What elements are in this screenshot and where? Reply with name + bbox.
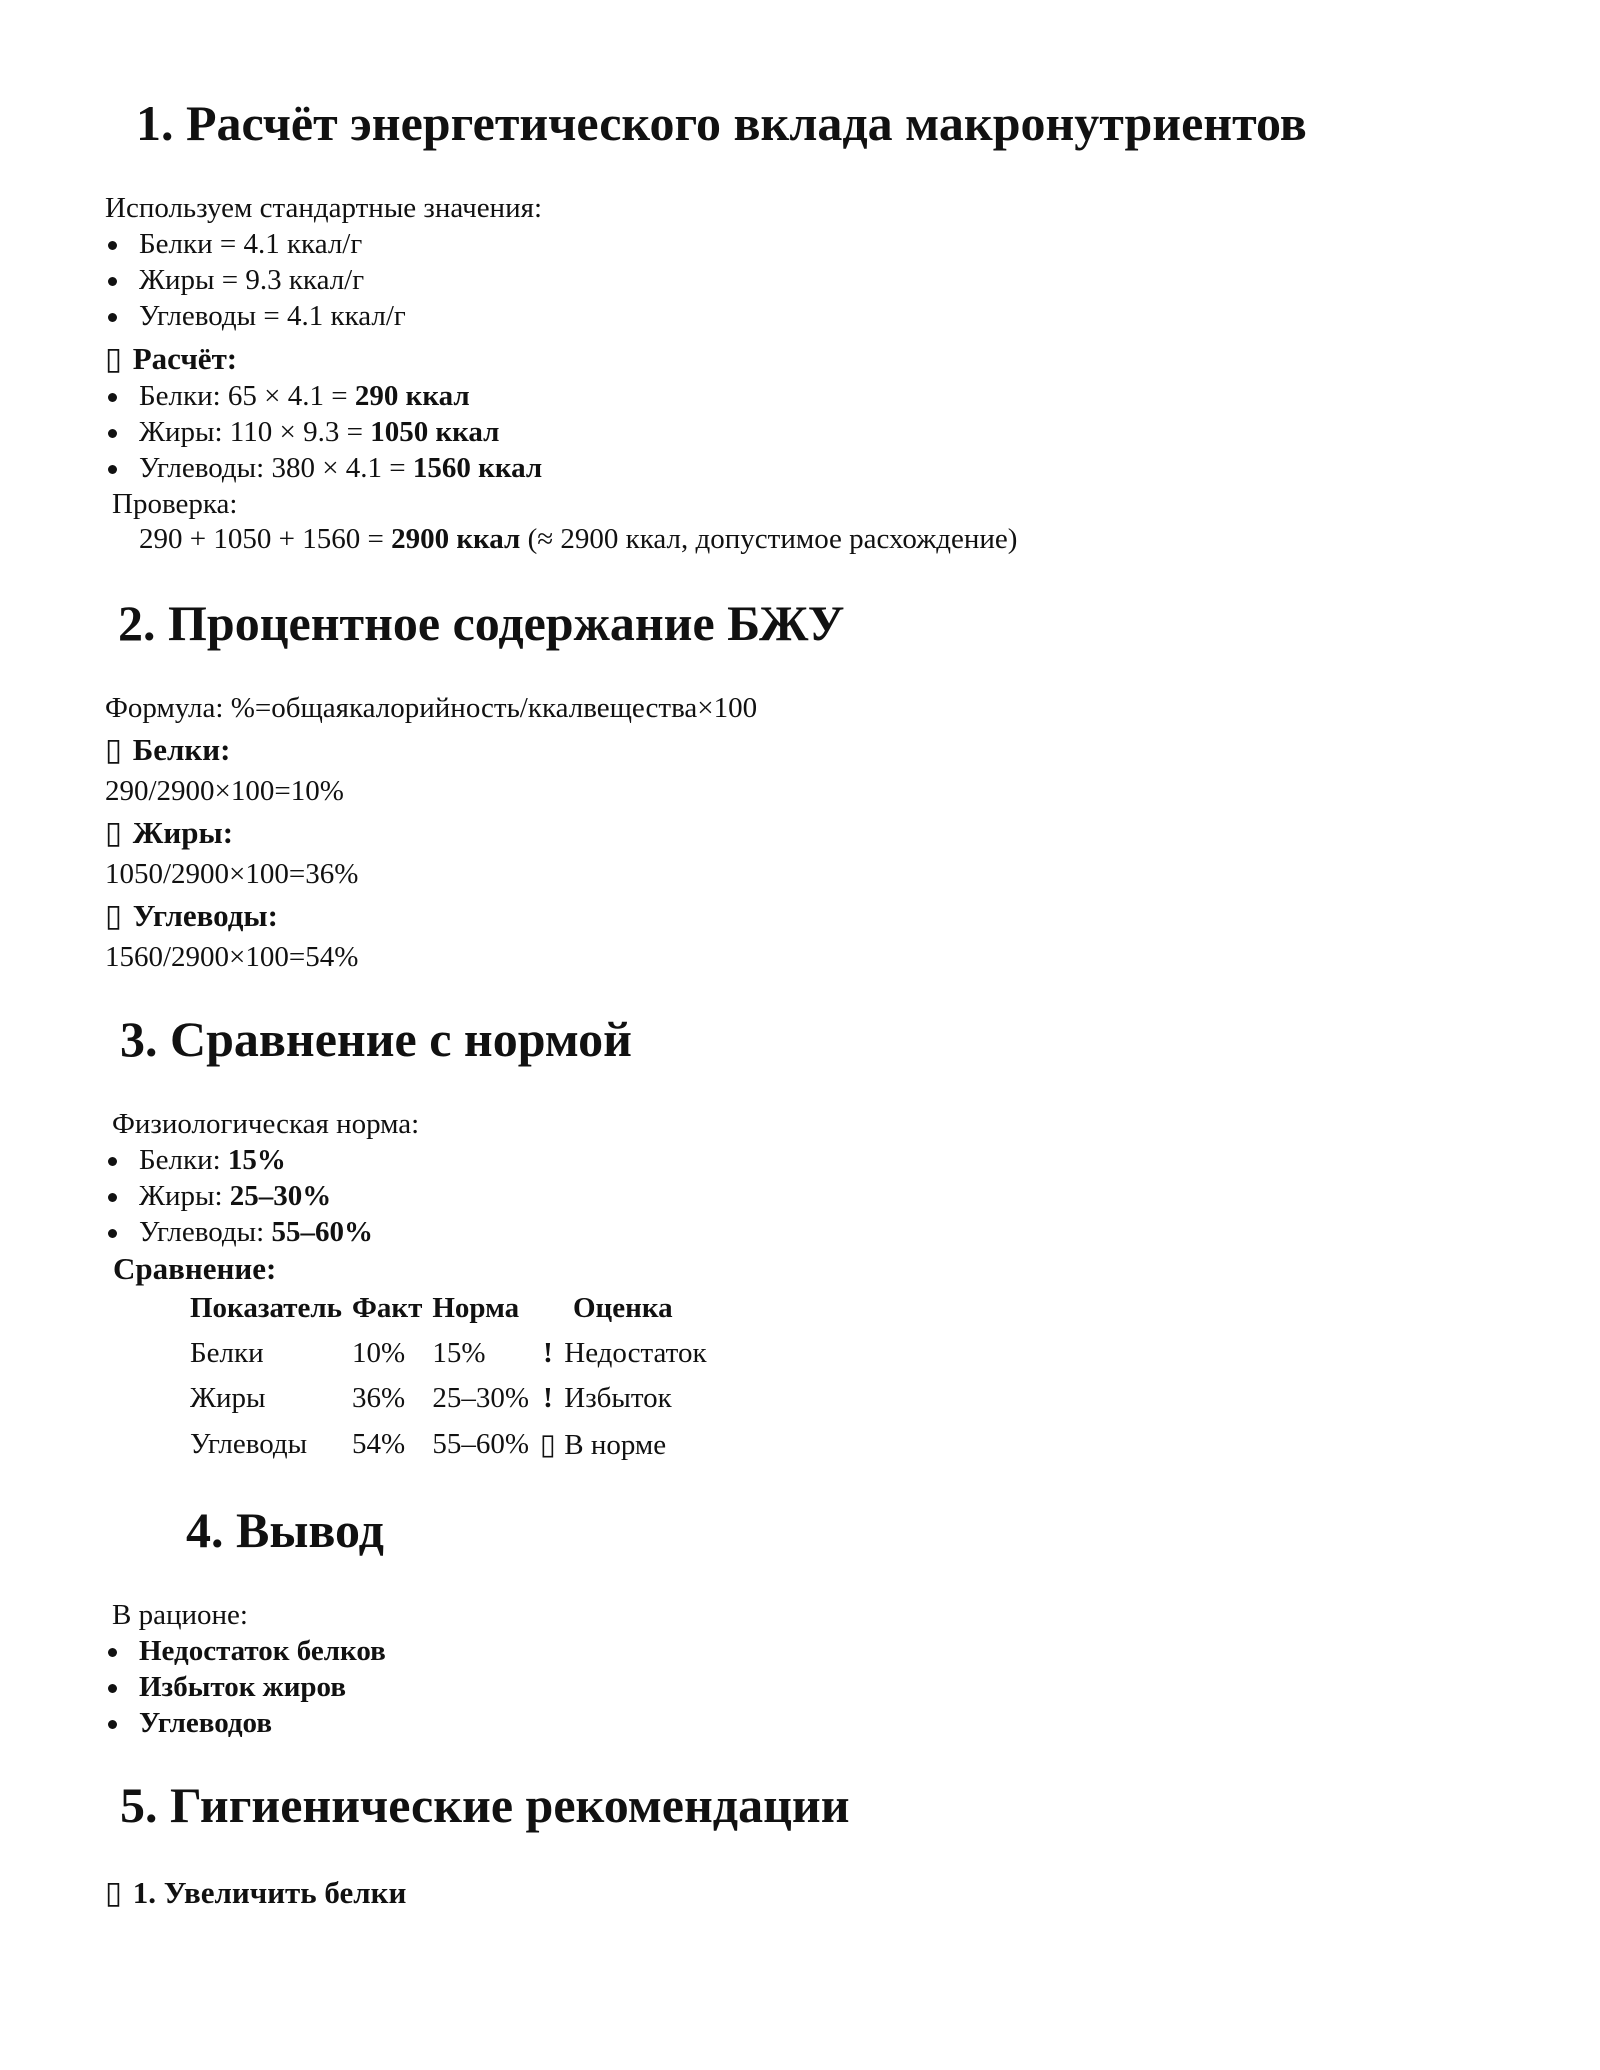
table-row	[186, 1376, 713, 1421]
table-cell: 36%	[351, 1382, 406, 1414]
exclamation-icon: !	[543, 1382, 553, 1414]
list-item: Жиры = 9.3 ккал/г	[105, 262, 406, 298]
table-cell: Жиры	[190, 1382, 266, 1414]
section-5-title: 5. Гигиенические рекомендации	[120, 1777, 850, 1833]
norm-label: Физиологическая норма:	[112, 1108, 420, 1140]
table-cell: Белки	[190, 1337, 264, 1369]
table-header-row	[186, 1292, 713, 1331]
comparison-table	[186, 1292, 713, 1468]
table-cell: 10%	[351, 1337, 406, 1369]
table-cell: Углеводы	[190, 1428, 308, 1460]
table-row	[186, 1331, 713, 1376]
section-1-title: 1. Расчёт энергетического вклада макронутриентов	[136, 95, 1307, 151]
proteins-expr: 290/2900×100=10%	[105, 775, 344, 807]
column-header: Факт	[351, 1292, 423, 1324]
list-item: Белки = 4.1 ккал/г	[105, 226, 406, 262]
section-3-title: 3. Сравнение с нормой	[120, 1011, 632, 1067]
missing-glyph-icon: ▯	[105, 898, 123, 933]
list-item: Углеводы: 380 × 4.1 = 1560 ккал	[105, 450, 542, 486]
table-row	[186, 1421, 713, 1468]
compare-heading: Сравнение:	[113, 1251, 277, 1286]
missing-glyph-icon: ▯	[105, 341, 123, 376]
missing-glyph-icon: ▯	[105, 815, 123, 850]
missing-glyph-icon: ▯	[105, 732, 123, 767]
section-2-title: 2. Процентное содержание БЖУ	[118, 595, 845, 651]
section-4-title: 4. Вывод	[186, 1502, 384, 1558]
formula: Формула: %=общаякалорийность/ккалвещества×100	[105, 692, 758, 724]
table-cell: 55–60%	[432, 1428, 529, 1460]
table-cell: 15%	[432, 1337, 486, 1369]
column-header: Оценка	[572, 1292, 673, 1324]
table-cell: ! Недостаток	[535, 1331, 713, 1376]
list-item: Углеводов	[105, 1705, 386, 1741]
list-item: Жиры: 110 × 9.3 = 1050 ккал	[105, 414, 542, 450]
list-item: Белки: 65 × 4.1 = 290 ккал	[105, 378, 542, 414]
check-label: Проверка:	[112, 488, 238, 520]
table-cell: 54%	[351, 1428, 406, 1460]
list-item: Жиры: 25–30%	[105, 1178, 373, 1214]
column-header: Показатель	[190, 1292, 342, 1324]
conclusion-list	[105, 1633, 386, 1741]
carbs-expr: 1560/2900×100=54%	[105, 941, 359, 973]
list-item: Углеводы = 4.1 ккал/г	[105, 298, 406, 334]
carbs-heading: ▯ Углеводы:	[105, 898, 278, 933]
proteins-heading: ▯ Белки:	[105, 732, 231, 767]
missing-glyph-icon: ▯	[105, 1875, 123, 1910]
recommendation-1: ▯ 1. Увеличить белки	[105, 1875, 407, 1910]
check-line: 290 + 1050 + 1560 = 2900 ккал (≈ 2900 ккал, допустимое расхождение)	[139, 523, 1018, 555]
column-header: Норма	[432, 1292, 520, 1324]
calc-list	[105, 378, 542, 486]
norms-list	[105, 1142, 373, 1250]
list-item: Углеводы: 55–60%	[105, 1214, 373, 1250]
exclamation-icon: !	[543, 1337, 553, 1369]
table-cell: ! Избыток	[535, 1376, 713, 1421]
table-cell: 25–30%	[432, 1382, 529, 1414]
list-item: Избыток жиров	[105, 1669, 386, 1705]
list-item: Недостаток белков	[105, 1633, 386, 1669]
fats-expr: 1050/2900×100=36%	[105, 858, 359, 890]
standards-list	[105, 226, 406, 334]
list-item: Белки: 15%	[105, 1142, 373, 1178]
standards-intro: Используем стандартные значения:	[105, 192, 542, 224]
conclusion-intro: В рационе:	[112, 1599, 248, 1631]
table-cell: ▯ В норме	[540, 1429, 667, 1461]
missing-glyph-icon: ▯	[540, 1429, 556, 1461]
calc-heading: ▯ Расчёт:	[105, 341, 238, 376]
fats-heading: ▯ Жиры:	[105, 815, 234, 850]
